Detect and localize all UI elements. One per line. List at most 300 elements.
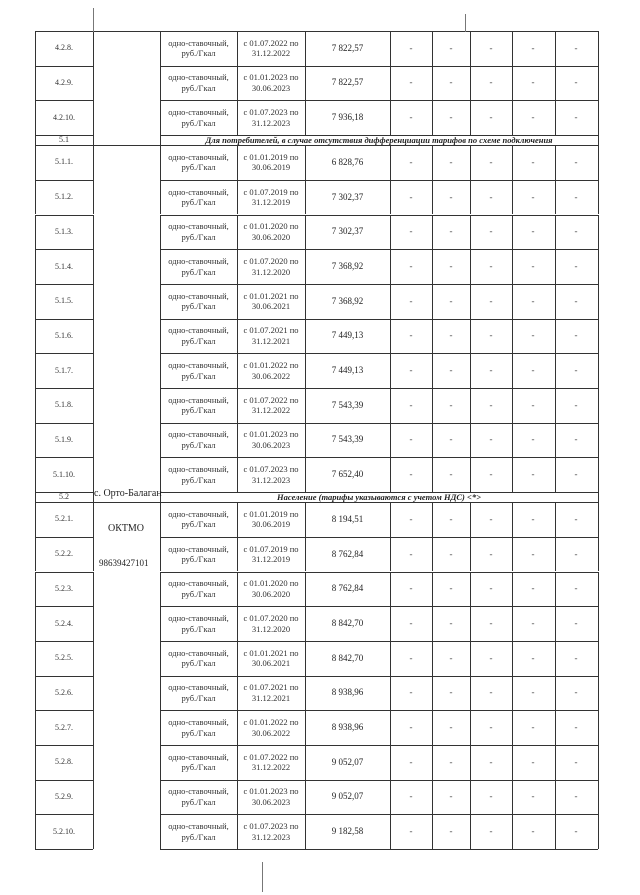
column-border: [93, 710, 94, 745]
column-border: [93, 284, 94, 319]
row-number: 5.2.5.: [55, 653, 73, 663]
column-border: [35, 423, 36, 458]
column-border: [470, 388, 471, 423]
column-border: [93, 780, 94, 815]
column-border: [93, 145, 94, 180]
tariff-value: 7 822,57: [331, 77, 364, 88]
empty-value-dash: -: [449, 42, 453, 53]
column-border: [470, 606, 471, 641]
column-border: [390, 780, 391, 815]
column-border: [555, 745, 556, 780]
column-border: [555, 388, 556, 423]
column-border: [237, 606, 238, 641]
column-border: [470, 710, 471, 745]
tariff-unit: одно-ставочный, руб./Гкал: [168, 107, 229, 128]
column-border: [512, 100, 513, 135]
column-border: [598, 284, 599, 319]
tariff-unit: одно-ставочный, руб./Гкал: [168, 578, 229, 599]
empty-value-dash: -: [409, 583, 413, 594]
row-number: 5.1.7.: [55, 365, 73, 375]
column-border: [237, 780, 238, 815]
column-border: [237, 284, 238, 319]
column-border: [512, 780, 513, 815]
column-border: [512, 284, 513, 319]
empty-value-dash: -: [531, 365, 535, 376]
column-border: [35, 710, 36, 745]
empty-value-dash: -: [409, 77, 413, 88]
column-border: [470, 100, 471, 135]
empty-value-dash: -: [489, 112, 493, 123]
tariff-period: с 01.07.2019 по 31.12.2019: [243, 186, 299, 208]
tariff-unit: одно-ставочный, руб./Гкал: [168, 464, 229, 485]
column-border: [160, 249, 161, 284]
column-border: [555, 66, 556, 101]
column-border: [160, 215, 161, 250]
column-border: [305, 572, 306, 607]
empty-value-dash: -: [409, 295, 413, 306]
column-border: [93, 353, 94, 388]
tariff-period: с 01.01.2019 по 30.06.2019: [243, 508, 299, 530]
column-border: [237, 502, 238, 537]
empty-value-dash: -: [531, 687, 535, 698]
empty-value-dash: -: [574, 434, 578, 445]
empty-value-dash: -: [449, 826, 453, 837]
row-number: 5.1.8.: [55, 400, 73, 410]
tariff-period: с 01.07.2020 по 31.12.2020: [243, 612, 299, 634]
column-border: [390, 457, 391, 492]
column-border: [470, 319, 471, 354]
column-border: [237, 180, 238, 215]
column-border: [432, 100, 433, 135]
empty-value-dash: -: [531, 434, 535, 445]
empty-value-dash: -: [409, 42, 413, 53]
column-border: [160, 388, 161, 423]
empty-value-dash: -: [409, 722, 413, 733]
column-border: [305, 100, 306, 135]
column-border: [432, 710, 433, 745]
column-border: [598, 31, 599, 66]
column-border: [237, 249, 238, 284]
column-border: [237, 676, 238, 711]
scan-artifact-line: [465, 14, 466, 32]
column-border: [160, 353, 161, 388]
column-border: [35, 492, 36, 502]
column-border: [160, 676, 161, 711]
column-border: [555, 780, 556, 815]
tariff-period: с 01.01.2019 по 30.06.2019: [243, 151, 299, 173]
column-border: [160, 572, 161, 607]
empty-value-dash: -: [409, 513, 413, 524]
empty-value-dash: -: [409, 687, 413, 698]
column-border: [598, 135, 599, 145]
tariff-value: 7 936,18: [331, 112, 364, 123]
column-border: [555, 353, 556, 388]
empty-value-dash: -: [531, 399, 535, 410]
column-border: [512, 710, 513, 745]
empty-value-dash: -: [574, 191, 578, 202]
row-number: 5.2.8.: [55, 757, 73, 767]
column-border: [555, 249, 556, 284]
column-border: [598, 676, 599, 711]
column-border: [470, 457, 471, 492]
column-border: [390, 537, 391, 572]
empty-value-dash: -: [531, 260, 535, 271]
column-border: [555, 606, 556, 641]
column-border: [35, 353, 36, 388]
tariff-period: с 01.07.2023 по 31.12.2023: [243, 821, 299, 842]
empty-value-dash: -: [409, 434, 413, 445]
column-border: [598, 537, 599, 572]
column-border: [35, 606, 36, 641]
column-border: [598, 814, 599, 849]
column-border: [390, 100, 391, 135]
column-border: [555, 710, 556, 745]
column-border: [93, 537, 94, 572]
empty-value-dash: -: [409, 260, 413, 271]
column-border: [512, 606, 513, 641]
tariff-unit: одно-ставочный, руб./Гкал: [168, 717, 229, 738]
column-border: [35, 814, 36, 849]
column-border: [512, 502, 513, 537]
column-border: [432, 353, 433, 388]
column-border: [555, 457, 556, 492]
empty-value-dash: -: [409, 191, 413, 202]
column-border: [598, 572, 599, 607]
tariff-unit: одно-ставочный, руб./Гкал: [168, 151, 229, 173]
tariff-unit: одно-ставочный, руб./Гкал: [168, 508, 229, 530]
column-border: [93, 457, 94, 492]
tariff-period: с 01.01.2023 по 30.06.2023: [243, 429, 299, 451]
column-border: [432, 423, 433, 458]
empty-value-dash: -: [449, 583, 453, 594]
empty-value-dash: -: [531, 226, 535, 237]
tariff-value: 7 368,92: [331, 260, 364, 271]
column-border: [390, 31, 391, 66]
column-border: [432, 145, 433, 180]
empty-value-dash: -: [489, 330, 493, 341]
column-border: [432, 745, 433, 780]
oktmo-label: ОКТМО: [108, 523, 144, 534]
column-border: [555, 319, 556, 354]
row-number: 5.1.5.: [55, 296, 73, 306]
empty-value-dash: -: [574, 77, 578, 88]
empty-value-dash: -: [531, 513, 535, 524]
column-border: [237, 572, 238, 607]
tariff-unit: одно-ставочный, руб./Гкал: [168, 325, 229, 346]
column-border: [160, 423, 161, 458]
tariff-period: с 01.01.2021 по 30.06.2021: [243, 290, 299, 312]
row-border: [35, 849, 93, 850]
tariff-period: с 01.07.2021 по 31.12.2021: [243, 325, 299, 346]
column-border: [305, 502, 306, 537]
empty-value-dash: -: [449, 687, 453, 698]
empty-value-dash: -: [489, 722, 493, 733]
column-border: [93, 100, 94, 135]
column-border: [512, 31, 513, 66]
column-border: [512, 180, 513, 215]
column-border: [35, 100, 36, 135]
empty-value-dash: -: [531, 722, 535, 733]
column-border: [432, 215, 433, 250]
column-border: [93, 745, 94, 780]
tariff-unit: одно-ставочный, руб./Гкал: [168, 394, 229, 416]
column-border: [160, 780, 161, 815]
column-border: [598, 319, 599, 354]
empty-value-dash: -: [531, 191, 535, 202]
column-border: [390, 284, 391, 319]
empty-value-dash: -: [449, 791, 453, 802]
column-border: [512, 145, 513, 180]
tariff-period: с 01.01.2021 по 30.06.2021: [243, 647, 299, 669]
empty-value-dash: -: [449, 513, 453, 524]
empty-value-dash: -: [574, 513, 578, 524]
empty-value-dash: -: [449, 295, 453, 306]
column-border: [555, 502, 556, 537]
column-border: [160, 135, 161, 145]
tariff-period: с 01.07.2022 по 31.12.2022: [243, 37, 299, 59]
tariff-unit: одно-ставочный, руб./Гкал: [168, 72, 229, 94]
tariff-value: 8 938,96: [331, 722, 364, 733]
empty-value-dash: -: [531, 156, 535, 167]
empty-value-dash: -: [531, 77, 535, 88]
oktmo-code: 98639427101: [99, 558, 149, 568]
tariff-period: с 01.01.2022 по 30.06.2022: [243, 717, 299, 738]
empty-value-dash: -: [531, 112, 535, 123]
empty-value-dash: -: [574, 756, 578, 767]
tariff-unit: одно-ставочный, руб./Гкал: [168, 186, 229, 208]
column-border: [93, 572, 94, 607]
tariff-value: 7 302,37: [331, 226, 364, 237]
column-border: [237, 537, 238, 572]
column-border: [432, 572, 433, 607]
tariff-unit: одно-ставочный, руб./Гкал: [168, 612, 229, 634]
tariff-value: 7 449,13: [331, 330, 364, 341]
empty-value-dash: -: [531, 295, 535, 306]
empty-value-dash: -: [409, 469, 413, 480]
column-border: [598, 249, 599, 284]
column-border: [470, 215, 471, 250]
column-border: [35, 780, 36, 815]
column-border: [237, 710, 238, 745]
empty-value-dash: -: [574, 469, 578, 480]
column-border: [390, 710, 391, 745]
column-border: [555, 100, 556, 135]
column-border: [555, 641, 556, 676]
empty-value-dash: -: [449, 77, 453, 88]
column-border: [512, 66, 513, 101]
empty-value-dash: -: [574, 365, 578, 376]
column-border: [93, 676, 94, 711]
empty-value-dash: -: [409, 791, 413, 802]
column-border: [93, 180, 94, 215]
column-border: [390, 249, 391, 284]
tariff-value: 8 842,70: [331, 652, 364, 663]
column-border: [470, 814, 471, 849]
column-border: [555, 814, 556, 849]
column-border: [305, 66, 306, 101]
row-number: 5.2.3.: [55, 583, 73, 593]
column-border: [35, 249, 36, 284]
empty-value-dash: -: [531, 617, 535, 628]
empty-value-dash: -: [489, 77, 493, 88]
empty-value-dash: -: [574, 42, 578, 53]
column-border: [237, 745, 238, 780]
empty-value-dash: -: [489, 583, 493, 594]
column-border: [512, 423, 513, 458]
tariff-unit: одно-ставочный, руб./Гкал: [168, 360, 229, 381]
tariff-value: 7 302,37: [331, 191, 364, 202]
column-border: [160, 100, 161, 135]
column-border: [512, 457, 513, 492]
empty-value-dash: -: [449, 469, 453, 480]
empty-value-dash: -: [531, 826, 535, 837]
column-border: [470, 641, 471, 676]
column-border: [512, 572, 513, 607]
column-border: [390, 814, 391, 849]
column-border: [432, 284, 433, 319]
column-border: [35, 572, 36, 607]
column-border: [237, 423, 238, 458]
tariff-value: 9 052,07: [331, 756, 364, 767]
column-border: [512, 641, 513, 676]
empty-value-dash: -: [574, 399, 578, 410]
column-border: [35, 388, 36, 423]
column-border: [555, 676, 556, 711]
column-border: [432, 641, 433, 676]
empty-value-dash: -: [489, 513, 493, 524]
column-border: [160, 319, 161, 354]
column-border: [160, 66, 161, 101]
column-border: [93, 388, 94, 423]
column-border: [390, 145, 391, 180]
column-border: [305, 180, 306, 215]
empty-value-dash: -: [574, 791, 578, 802]
column-border: [432, 676, 433, 711]
tariff-period: с 01.07.2019 по 31.12.2019: [243, 543, 299, 565]
tariff-unit: одно-ставочный, руб./Гкал: [168, 682, 229, 703]
empty-value-dash: -: [574, 583, 578, 594]
empty-value-dash: -: [489, 260, 493, 271]
empty-value-dash: -: [531, 330, 535, 341]
tariff-period: с 01.01.2022 по 30.06.2022: [243, 360, 299, 381]
column-border: [305, 215, 306, 250]
tariff-period: с 01.01.2023 по 30.06.2023: [243, 786, 299, 808]
column-border: [390, 606, 391, 641]
empty-value-dash: -: [449, 434, 453, 445]
column-border: [470, 353, 471, 388]
empty-value-dash: -: [449, 652, 453, 663]
column-border: [305, 606, 306, 641]
section-number: 5.2: [59, 492, 69, 502]
column-border: [93, 319, 94, 354]
column-border: [390, 676, 391, 711]
column-border: [512, 814, 513, 849]
column-border: [160, 537, 161, 572]
column-border: [35, 745, 36, 780]
tariff-period: с 01.07.2023 по 31.12.2023: [243, 464, 299, 485]
column-border: [470, 745, 471, 780]
tariff-value: 6 828,76: [331, 156, 364, 167]
tariff-value: 8 938,96: [331, 687, 364, 698]
empty-value-dash: -: [489, 42, 493, 53]
column-border: [598, 180, 599, 215]
column-border: [305, 676, 306, 711]
column-border: [160, 180, 161, 215]
column-border: [160, 145, 161, 180]
tariff-value: 8 762,84: [331, 548, 364, 559]
empty-value-dash: -: [574, 826, 578, 837]
column-border: [470, 780, 471, 815]
column-border: [470, 502, 471, 537]
empty-value-dash: -: [449, 548, 453, 559]
empty-value-dash: -: [489, 756, 493, 767]
column-border: [305, 814, 306, 849]
column-border: [598, 215, 599, 250]
scan-artifact-line: [93, 8, 94, 32]
row-number: 5.1.4.: [55, 261, 73, 271]
tariff-unit: одно-ставочный, руб./Гкал: [168, 221, 229, 242]
column-border: [390, 215, 391, 250]
column-border: [432, 249, 433, 284]
column-border: [160, 502, 161, 537]
empty-value-dash: -: [449, 330, 453, 341]
column-border: [432, 606, 433, 641]
empty-value-dash: -: [489, 826, 493, 837]
tariff-period: с 01.01.2020 по 30.06.2020: [243, 221, 299, 242]
column-border: [35, 457, 36, 492]
empty-value-dash: -: [489, 399, 493, 410]
column-border: [237, 215, 238, 250]
tariff-period: с 01.07.2020 по 31.12.2020: [243, 255, 299, 277]
column-border: [512, 319, 513, 354]
tariff-unit: одно-ставочный, руб./Гкал: [168, 647, 229, 669]
empty-value-dash: -: [409, 156, 413, 167]
column-border: [237, 457, 238, 492]
row-number: 5.2.2.: [55, 549, 73, 559]
column-border: [305, 641, 306, 676]
column-border: [93, 502, 94, 537]
column-border: [237, 145, 238, 180]
empty-value-dash: -: [409, 826, 413, 837]
column-border: [432, 457, 433, 492]
empty-value-dash: -: [409, 617, 413, 628]
tariff-unit: одно-ставочный, руб./Гкал: [168, 429, 229, 451]
row-number: 5.1.10.: [53, 469, 75, 479]
empty-value-dash: -: [449, 617, 453, 628]
column-border: [470, 180, 471, 215]
tariff-value: 7 449,13: [331, 365, 364, 376]
empty-value-dash: -: [489, 365, 493, 376]
column-border: [512, 745, 513, 780]
column-border: [555, 284, 556, 319]
empty-value-dash: -: [489, 652, 493, 663]
tariff-period: с 01.07.2023 по 31.12.2023: [243, 107, 299, 128]
column-border: [470, 284, 471, 319]
column-border: [390, 180, 391, 215]
tariff-value: 8 842,70: [331, 617, 364, 628]
column-border: [35, 180, 36, 215]
municipality-name: с. Орто-Балаган: [94, 488, 162, 499]
section-number: 5.1: [59, 135, 69, 145]
column-border: [35, 641, 36, 676]
empty-value-dash: -: [449, 365, 453, 376]
column-border: [470, 423, 471, 458]
column-border: [598, 457, 599, 492]
empty-value-dash: -: [574, 652, 578, 663]
column-border: [305, 319, 306, 354]
empty-value-dash: -: [449, 722, 453, 733]
empty-value-dash: -: [574, 722, 578, 733]
